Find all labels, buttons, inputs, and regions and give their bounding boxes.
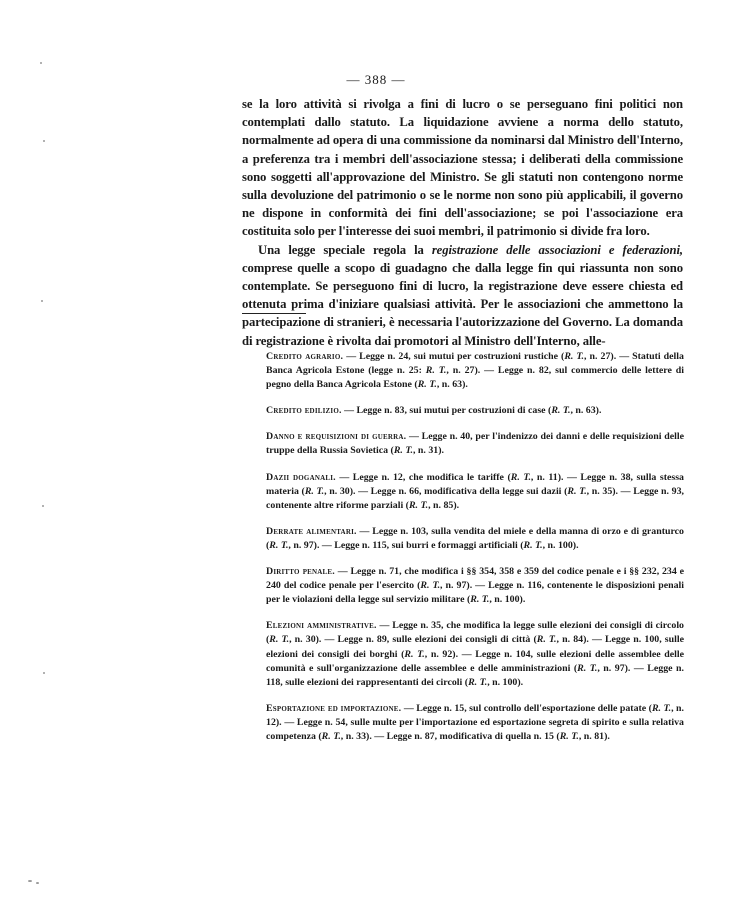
scan-speck xyxy=(43,672,45,674)
note-text: , n. 30). — Legge n. 66, modificativa della legge sui dazii ( xyxy=(324,485,568,497)
note-text: — Legge n. 40, per l'indenizzo dei danni e delle requisizioni delle truppe della Russia Sovietica ( xyxy=(266,431,684,457)
note-text: — Legge n. 103, sulla vendita del miele e della manna di orzo e di granturco ( xyxy=(266,525,684,551)
note-text: , n. 27). — Statuti della Banca Agricola Estone (legge n. 25: xyxy=(266,351,684,377)
note-entry xyxy=(266,702,684,744)
note-entry xyxy=(266,525,684,553)
note-citation: R. T. xyxy=(408,499,429,511)
note-heading: Elezioni amministrative. xyxy=(266,620,377,632)
note-heading: Credito agrario. xyxy=(266,351,344,362)
note-citation: R. T. xyxy=(269,634,290,646)
note-citation: R. T. xyxy=(567,485,587,497)
note-citation: R. T. xyxy=(269,539,289,551)
note-heading: Esportazione ed importazione. xyxy=(266,702,402,714)
note-citation: R. T. xyxy=(304,485,325,497)
note-heading: Diritto penale. xyxy=(266,566,335,578)
note-text: , n. 12). — Legge n. 54, sulle multe per l'importazione ed esportazione segreta di spirito e sulla relativa competenza ( xyxy=(266,702,684,742)
note-text: , n. 30). — Legge n. 89, sulle elezioni dei consigli di città ( xyxy=(289,634,537,646)
note-citation: R. T. xyxy=(425,365,447,377)
note-citation: R. T. xyxy=(420,580,441,592)
notes-section xyxy=(266,350,684,756)
note-entry xyxy=(266,430,684,458)
paragraph-text: comprese quelle a scopo di guadagno che dalla legge fin qui riassunta non sono contemplate. Se perseguono fini di lucro, la registrazione deve essere chiesta ed ottenuta prima d'iniziare qualsiasi attività. Per le associazioni che ammettono la partecipazione di stranieri, è necessaria l'autorizzazione del Governo. La domanda di registrazione è rivolta dai promotori al Ministro dell'Interno, alle- xyxy=(242,260,683,348)
note-text: , n. 100). xyxy=(542,539,579,551)
note-heading: Danno e requisizioni di guerra. xyxy=(266,431,407,443)
note-text: , n. 97). — Legge n. 118, sulle elezioni dei rappresentanti dei circoli ( xyxy=(266,662,684,688)
page-number: — 388 — xyxy=(346,72,406,87)
note-entry xyxy=(266,619,684,689)
paragraph xyxy=(242,241,683,350)
footnote-divider xyxy=(242,313,306,314)
note-entry xyxy=(266,471,684,513)
note-entry xyxy=(266,350,684,392)
note-text: — Legge n. 35, che modifica la legge sulle elezioni dei consigli di circolo ( xyxy=(266,620,684,646)
note-text: , n. 84). — Legge n. 100, sulle elezioni dei consigli dei borghi ( xyxy=(266,634,684,660)
note-citation: R. T. xyxy=(577,662,598,674)
note-text: , n. 100). xyxy=(489,594,526,606)
note-text: , n. 63). xyxy=(570,405,602,417)
note-text: , n. 100). xyxy=(487,676,524,688)
scan-speck xyxy=(43,140,45,142)
paragraph-text: Una legge speciale regola la xyxy=(258,242,432,257)
paragraph: se la loro attività si rivolga a fini di lucro o se perseguano fini politici non contemplati dallo statuto. La liquidazione avviene a norma dello statuto, normalmente ad opera di una commissione da nominarsi dal Ministro dell'Interno, a preferenza tra i membri dell'associazione stessa; i deliberati della commissione sono soggetti all'approvazione del Ministro. Se gli statuti non contengono norme sulla devoluzione del patrimonio o se le norme non sono più applicabili, il governo ne dispone in conformità dei fini dell'associazione; se poi l'associazione era costituita solo per l'interesse dei suoi membri, il patrimonio si divide fra loro. xyxy=(242,97,683,239)
note-text: — Legge n. 71, che modifica i §§ 354, 358 e 359 del codice penale e i §§ 232, 234 e 240 del codice penale per l'esercito ( xyxy=(266,566,684,592)
note-text: — Legge n. 24, sui mutui per costruzioni rustiche ( xyxy=(343,351,565,362)
emphasized-text: registrazione delle associazioni e federazioni, xyxy=(431,242,683,257)
note-entry xyxy=(266,404,684,418)
note-citation: R. T. xyxy=(417,379,437,391)
note-citation: R. T. xyxy=(393,445,413,457)
scan-speck xyxy=(42,505,44,507)
note-text: , n. 85). xyxy=(428,499,460,511)
note-citation: R. T. xyxy=(551,405,571,417)
note-citation: R. T. xyxy=(510,471,531,483)
note-heading: Credito edilizio. xyxy=(266,405,342,417)
scan-speck xyxy=(40,62,42,64)
note-heading: Dazii doganali. xyxy=(266,471,336,483)
note-heading: Derrate alimentari. xyxy=(266,525,357,537)
note-citation: R. T. xyxy=(468,676,488,688)
note-citation: R. T. xyxy=(523,539,543,551)
note-text: , n. 31). xyxy=(412,445,444,457)
note-text: , n. 33). — Legge n. 87, modificativa di quella n. 15 ( xyxy=(340,730,560,742)
note-text: — Legge n. 15, sul controllo dell'esportazione delle patate ( xyxy=(401,702,652,714)
note-citation: R. T. xyxy=(564,351,585,362)
note-citation: R. T. xyxy=(404,648,425,660)
scan-speck xyxy=(28,880,32,882)
note-text: , n. 97). — Legge n. 115, sui burri e formaggi artificiali ( xyxy=(288,539,524,551)
note-text: — Legge n. 12, che modifica le tariffe ( xyxy=(335,471,511,483)
note-citation: R. T. xyxy=(536,634,557,646)
note-citation: R. T. xyxy=(559,730,579,742)
note-text: , n. 97). — Legge n. 116, contenente le disposizioni penali per le violazioni della legge sul servizio militare ( xyxy=(266,580,684,606)
note-text: , n. 35). — Legge n. 93, contenente altre riforme parziali ( xyxy=(266,485,685,511)
note-citation: R. T. xyxy=(470,594,490,606)
note-entry xyxy=(266,565,684,607)
note-text: , n. 27). — Legge n. 82, sul commercio delle lettere di pegno della Banca Agricola Estone ( xyxy=(266,365,684,391)
main-text xyxy=(242,95,683,350)
note-citation: R. T. xyxy=(321,730,341,742)
note-text: — Legge n. 83, sui mutui per costruzioni di case ( xyxy=(341,405,552,417)
note-text: , n. 81). xyxy=(578,730,610,742)
scan-speck xyxy=(36,882,39,884)
note-text: , n. 92). — Legge n. 104, sulle elezioni delle assemblee delle comunità e sull'organizzazione delle assemblee e delle amministrazioni ( xyxy=(266,648,684,674)
note-citation: R. T. xyxy=(651,702,672,714)
note-text: , n. 63). xyxy=(436,379,468,391)
scan-speck xyxy=(41,300,43,302)
note-text: , n. 11). — Legge n. 38, sulla stessa materia ( xyxy=(266,471,684,497)
